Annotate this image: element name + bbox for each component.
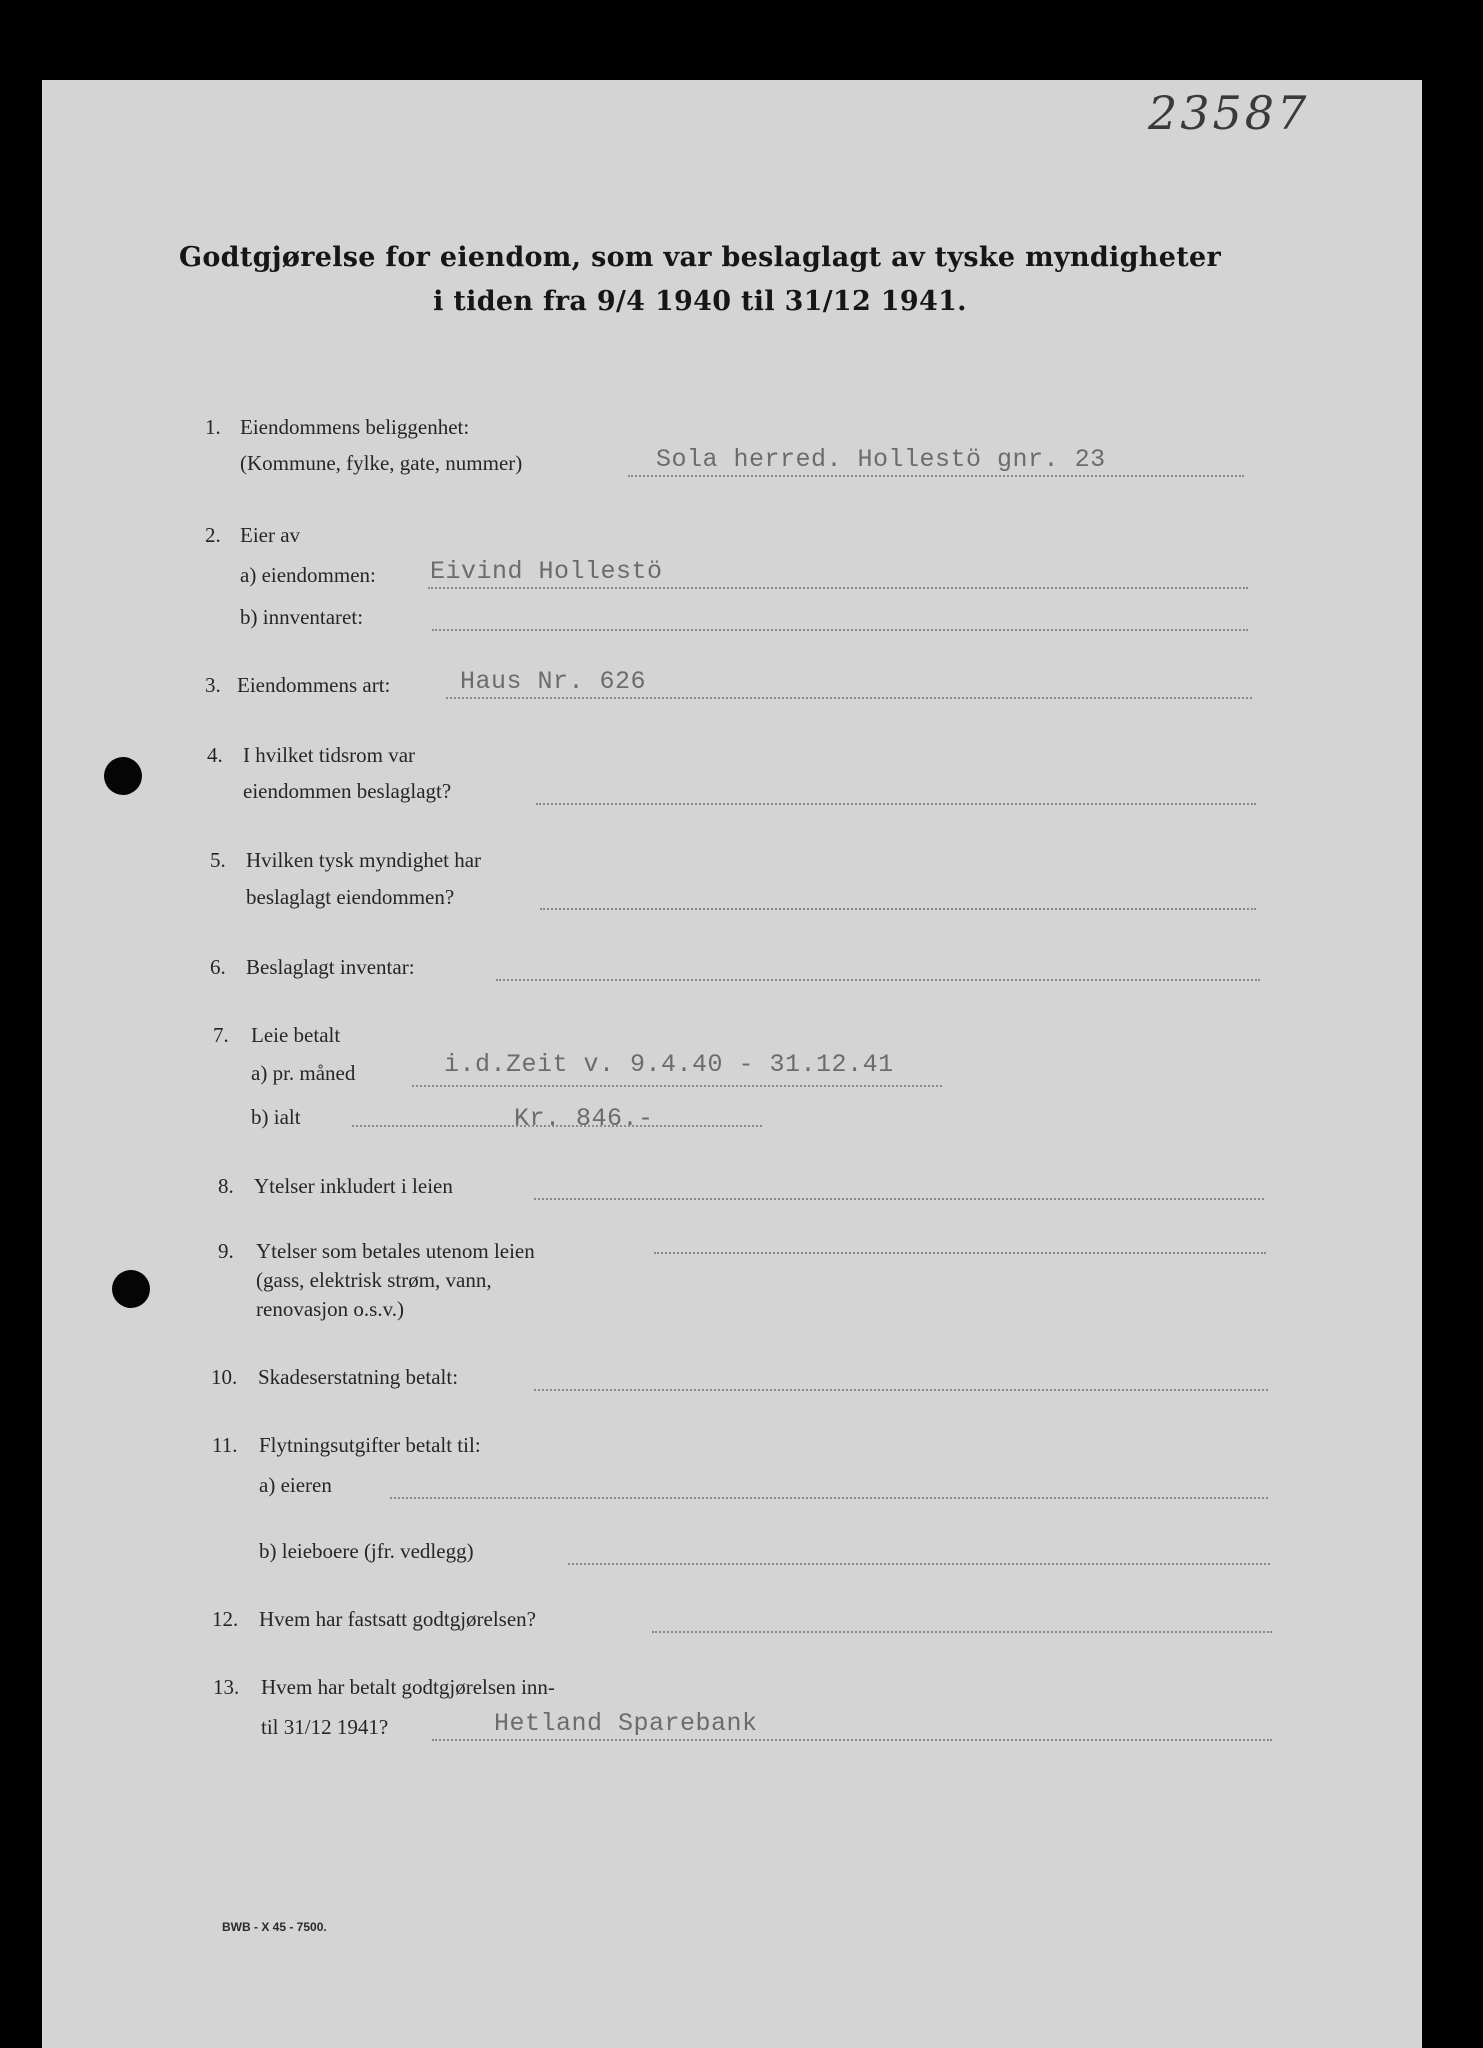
item-9-label: Ytelser som betales utenom leien — [256, 1239, 535, 1263]
item-8-number: 8. — [218, 1174, 234, 1198]
item-2a-field-line — [428, 587, 1248, 589]
item-11-label: Flytningsutgifter betalt til: — [259, 1433, 481, 1457]
item-3-value: Haus Nr. 626 — [460, 667, 647, 696]
item-5-label-cont: beslaglagt eiendommen? — [246, 885, 455, 909]
punch-hole-upper — [104, 757, 142, 795]
punch-hole-lower — [112, 1270, 150, 1308]
item-7-number: 7. — [213, 1023, 229, 1047]
item-11a-field-line — [390, 1497, 1268, 1499]
item-13-label: Hvem har betalt godtgjørelsen inn- — [261, 1675, 555, 1699]
item-9-number: 9. — [218, 1239, 234, 1263]
item-4-field-line — [536, 803, 1256, 805]
item-1-field-line — [628, 475, 1244, 477]
item-3-label: Eiendommens art: — [237, 673, 391, 697]
item-11-number: 11. — [212, 1433, 238, 1457]
item-2-number: 2. — [205, 523, 221, 547]
item-7b-value: Kr. 846.- — [514, 1104, 654, 1133]
item-2b-field-line — [432, 629, 1248, 631]
item-9-label-cont: (gass, elektrisk strøm, vann, — [256, 1268, 492, 1292]
item-1-sublabel: (Kommune, fylke, gate, nummer) — [240, 451, 523, 475]
item-2b-label: b) innventaret: — [240, 605, 364, 629]
item-2-label: Eier av — [240, 523, 301, 547]
item-4-label-cont: eiendommen beslaglagt? — [243, 779, 452, 803]
archive-number: 23587 — [1148, 86, 1310, 140]
print-code: BWB - X 45 - 7500. — [222, 1920, 327, 1934]
item-13-field-line — [432, 1739, 1272, 1741]
item-9-field-line — [654, 1252, 1266, 1254]
item-12-label: Hvem har fastsatt godtgjørelsen? — [259, 1607, 536, 1631]
item-1-label: Eiendommens beliggenhet: — [240, 415, 470, 439]
item-13-value: Hetland Sparebank — [494, 1709, 758, 1738]
item-13-number: 13. — [213, 1675, 240, 1699]
item-7-label: Leie betalt — [251, 1023, 341, 1047]
item-1-value: Sola herred. Hollestö gnr. 23 — [656, 445, 1106, 474]
item-4-number: 4. — [207, 743, 223, 767]
item-9-label-cont2: renovasjon o.s.v.) — [256, 1297, 404, 1321]
item-12-field-line — [652, 1631, 1272, 1633]
item-12-number: 12. — [212, 1607, 239, 1631]
item-6-number: 6. — [210, 955, 226, 979]
item-2a-label: a) eiendommen: — [240, 563, 376, 587]
item-13-label-cont: til 31/12 1941? — [261, 1715, 389, 1739]
item-3-field-line — [446, 697, 1252, 699]
item-6-field-line — [496, 979, 1260, 981]
item-2a-value: Eivind Hollestö — [430, 557, 663, 586]
item-8-field-line — [534, 1198, 1264, 1200]
item-10-number: 10. — [211, 1365, 238, 1389]
item-3-number: 3. — [205, 673, 221, 697]
item-7a-field-line — [412, 1085, 942, 1087]
item-10-field-line — [534, 1389, 1268, 1391]
item-11a-label: a) eieren — [259, 1473, 332, 1497]
item-5-label: Hvilken tysk myndighet har — [246, 848, 482, 872]
item-5-number: 5. — [210, 848, 226, 872]
form-title-line1: Godtgjørelse for eiendom, som var beslaglagt av tyske myndigheter — [179, 242, 1221, 273]
item-7a-value: i.d.Zeit v. 9.4.40 - 31.12.41 — [444, 1050, 894, 1079]
item-8-label: Ytelser inkludert i leien — [254, 1174, 453, 1198]
item-1-number: 1. — [205, 415, 221, 439]
item-7b-label: b) ialt — [251, 1105, 301, 1129]
item-7a-label: a) pr. måned — [251, 1061, 356, 1085]
item-11b-field-line — [568, 1563, 1270, 1565]
item-5-field-line — [540, 908, 1256, 910]
item-6-label: Beslaglagt inventar: — [246, 955, 415, 979]
item-10-label: Skadeserstatning betalt: — [258, 1365, 459, 1389]
item-4-label: I hvilket tidsrom var — [243, 743, 416, 767]
form-title-line2: i tiden fra 9/4 1940 til 31/12 1941. — [433, 286, 967, 317]
item-11b-label: b) leieboere (jfr. vedlegg) — [259, 1539, 474, 1563]
